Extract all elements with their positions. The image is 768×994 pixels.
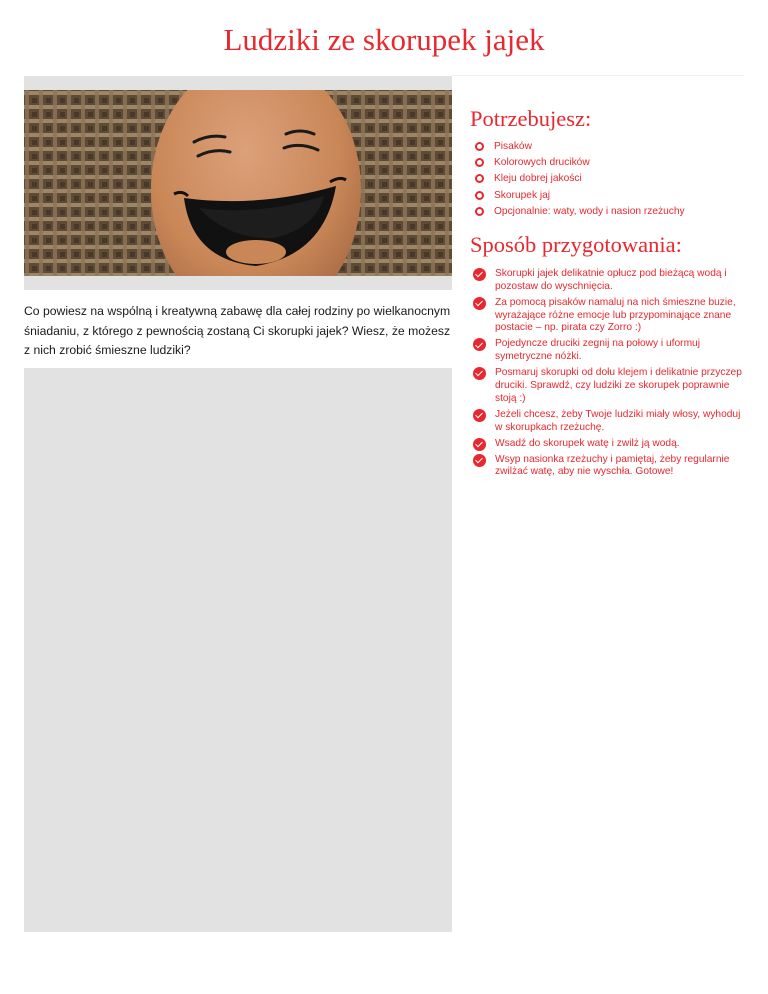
step-item: Pojedyncze druciki zegnij na połowy i uformuj symetryczne nóżki. [470, 338, 746, 364]
steps-list [470, 268, 746, 482]
step-item: Posmaruj skorupki od dołu klejem i delikatnie przyczep druciki. Sprawdź, czy ludziki ze skorupek poprawnie stoją :) [470, 367, 746, 405]
bullet-ring-icon [475, 191, 484, 200]
page-title: Ludziki ze skorupek jajek [223, 22, 545, 57]
needs-item: Opcjonalnie: waty, wody i nasion rzeżuchy [470, 203, 685, 219]
needs-title: Potrzebujesz: [470, 106, 592, 131]
egg-face-photo [24, 90, 452, 276]
step-item: Wsyp nasionka rzeżuchy i pamiętaj, żeby regularnie zwilżać watę, aby nie wyschła. Gotowe! [470, 454, 746, 480]
check-circle-icon [473, 367, 486, 380]
left-panel [24, 76, 452, 932]
check-circle-icon [473, 454, 486, 467]
needs-item: Kleju dobrej jakości [470, 171, 685, 187]
intro-box [24, 290, 452, 368]
needs-item: Pisaków [470, 138, 685, 154]
method-title: Sposób przygotowania: [470, 232, 682, 257]
intro-text: Co powiesz na wspólną i kreatywną zabawę dla całej rodziny po wielkanocnym śniadaniu, z którego z pewnością zostaną Ci skorupki jajek? Wiesz, że możesz z nich zrobić śmieszne ludziki? [24, 304, 451, 357]
bullet-ring-icon [475, 174, 484, 183]
divider [452, 75, 744, 76]
bullet-ring-icon [475, 142, 484, 151]
step-item: Wsadź do skorupek watę i zwilż ją wodą. [470, 438, 746, 451]
check-circle-icon [473, 409, 486, 422]
check-circle-icon [473, 268, 486, 281]
step-item: Skorupki jajek delikatnie opłucz pod bieżącą wodą i pozostaw do wyschnięcia. [470, 268, 746, 294]
check-circle-icon [473, 338, 486, 351]
needs-list [470, 138, 685, 219]
needs-item: Kolorowych drucików [470, 154, 685, 170]
check-circle-icon [473, 297, 486, 310]
bullet-ring-icon [475, 207, 484, 216]
needs-item: Skorupek jaj [470, 187, 685, 203]
step-item: Jeżeli chcesz, żeby Twoje ludziki miały włosy, wyhoduj w skorupkach rzeżuchę. [470, 409, 746, 435]
bullet-ring-icon [475, 158, 484, 167]
check-circle-icon [473, 438, 486, 451]
step-item: Za pomocą pisaków namaluj na nich śmieszne buzie, wyrażające różne emocje lub przypominające znane postacie – np. pirata czy Zorro :) [470, 297, 746, 335]
